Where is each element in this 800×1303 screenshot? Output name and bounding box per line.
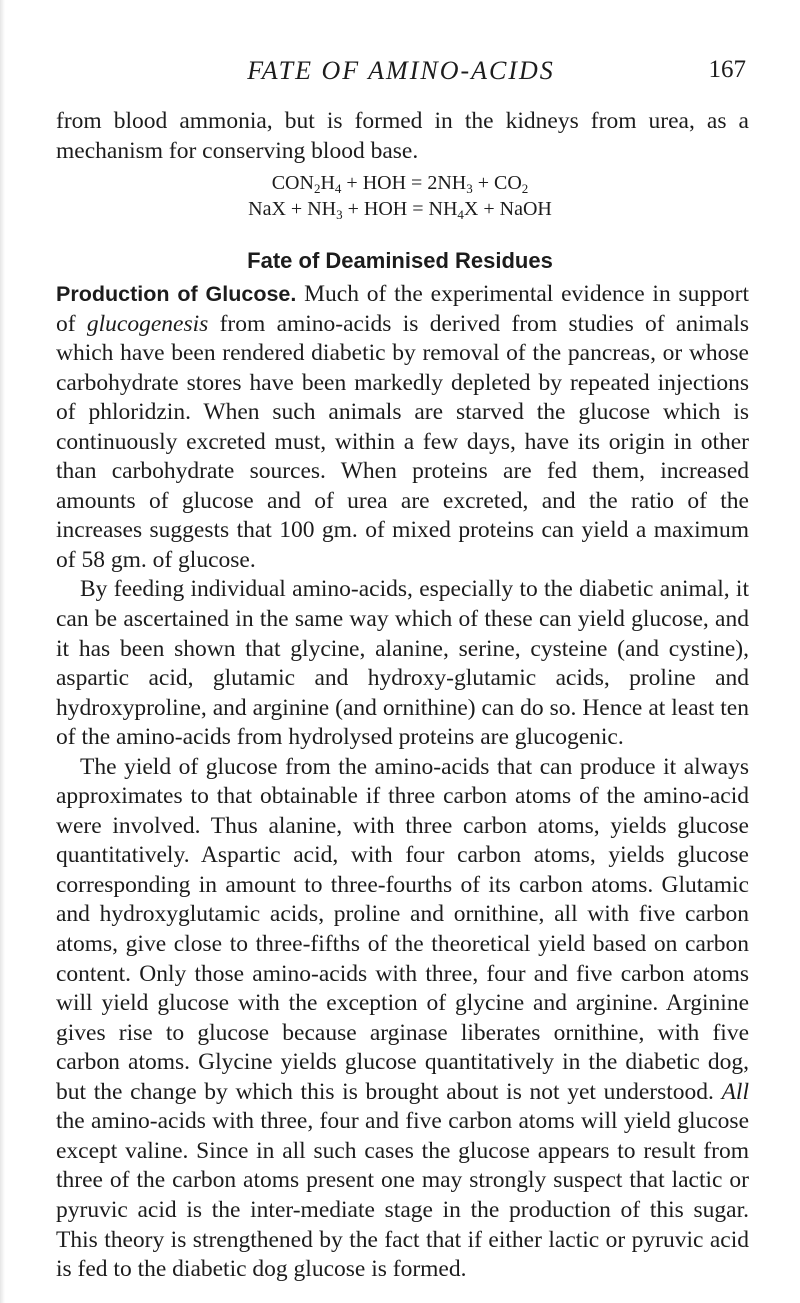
paragraph-glucose-yield (56, 753, 749, 1285)
eq1-equals: = (406, 172, 428, 194)
eq2-subscript: 3 (336, 207, 343, 222)
eq2-term: X (463, 198, 479, 220)
paragraph-text: Much of the experimental evidence in support of (56, 281, 749, 337)
eq2-operator: + (478, 198, 500, 220)
intro-paragraph: from blood ammonia, but is formed in the kidneys from urea, as a mechanism for conserving blood base. (56, 108, 749, 164)
run-in-heading: Production of Glucose. (56, 282, 297, 306)
eq2-term: HOH (363, 198, 408, 220)
italic-term: All (721, 1078, 749, 1105)
eq2-operator: + (285, 198, 308, 220)
page-number: 167 (708, 56, 746, 83)
section-heading: Fate of Deaminised Residues (247, 248, 553, 273)
paragraph-text: The yield of glucose from the amino-acids that can produce it always approximates to that obtainable if three carbon atoms of the amino-acid were involved. Thus alanine, with three carbon atoms, yields glucose quantitatively. Aspartic acid, with four carbon atoms, yields glucose corresponding in amount to three-fourths of its carbon atoms. Glutamic and hydroxyglutamic acids, proline and ornithine, all with five carbon atoms, give close to three-fifths of the theoretical yield based on carbon content. Only those amino-acids with three, four and five carbon atoms will yield glucose with the exception of glycine and arginine. Arginine gives rise to glucose because arginase liberates ornithine, with five carbon atoms. Glycine yields glucose quantitatively in the diabetic dog, but the change by which this is brought about is not yet understood. (56, 753, 749, 1105)
eq2-subscript: 4 (457, 207, 464, 222)
paragraph-text: from amino-acids is derived from studies of animals which have been rendered diabetic by removal of the pancreas, or whose carbohydrate stores have been markedly depleted by repeated injections of phloridzin. When such animals are starved the glucose which is continuously excreted must, within a few days, have its origin in other than carbohydrate sources. When proteins are fed them, increased amounts of glucose and of urea are excreted, and the ratio of the increases suggests that 100 gm. of mixed proteins can yield a maximum of 58 gm. of glucose. (56, 310, 749, 573)
paragraph-production-of-glucose (56, 280, 749, 575)
page-header (56, 56, 746, 92)
eq1-term: CON (271, 172, 314, 194)
running-head: FATE OF AMINO-ACIDS (247, 56, 555, 85)
eq2-term: NH (307, 198, 337, 220)
eq1-subscript: 2 (313, 181, 321, 196)
eq2-term: NH (428, 198, 458, 220)
eq1-term: CO (493, 172, 522, 194)
eq2-operator: + (342, 198, 364, 220)
paragraph-text: the amino-acids with three, four and five carbon atoms will yield glucose except valine. Since in all such cases the glucose appears to result from three of the carbon atoms present one may strongly suspect that lactic or pyruvic acid is the inter-mediate stage in the production of this sugar. This theory is strengthened by the fact that if either lactic or pyruvic acid is fed to the diabetic dog glucose is formed. (56, 1108, 749, 1283)
eq1-operator: + (472, 172, 494, 194)
eq1-subscript: 3 (466, 181, 473, 196)
eq1-subscript: 4 (334, 181, 342, 196)
eq1-operator: + (341, 172, 363, 194)
body-text (56, 280, 749, 1285)
eq1-subscript: 2 (521, 181, 529, 196)
eq1-term: HOH (362, 172, 407, 194)
equation-base-conservation (0, 197, 800, 221)
equation-urea-hydrolysis (0, 171, 800, 195)
eq2-equals: = (407, 198, 429, 220)
page-edge-shadow (0, 0, 5, 1303)
italic-term: glucogenesis (86, 310, 209, 337)
eq1-term: H (320, 172, 335, 194)
paragraph-feeding-amino-acids: By feeding individual amino-acids, especially to the diabetic animal, it can be ascertained in the same way which of these can yield glucose, and it has been shown that glycine, alanine, serine, cysteine (and cystine), aspartic acid, glutamic and hydroxy-glutamic acids, proline and hydroxyproline, and arginine (and ornithine) can do so. Hence at least ten of the amino-acids from hydrolysed proteins are glucogenic. (56, 576, 749, 751)
eq2-term: NaX (248, 198, 286, 220)
eq2-term: NaOH (499, 198, 552, 220)
eq1-term: 2NH (427, 172, 467, 194)
